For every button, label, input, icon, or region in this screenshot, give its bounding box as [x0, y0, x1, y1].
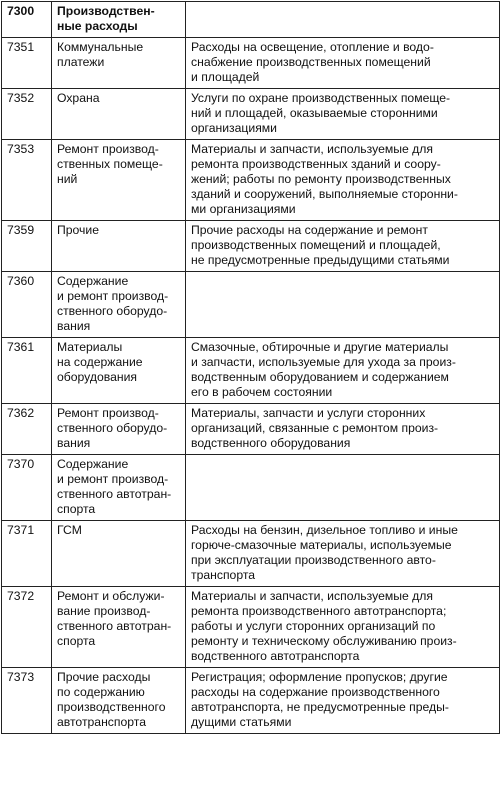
- row-code: 7361: [2, 338, 52, 404]
- table-row: [2, 404, 500, 455]
- row-name: Содержание и ремонт производ- ственного автотран- спорта: [52, 455, 186, 521]
- table-row: [2, 455, 500, 521]
- row-code: 7362: [2, 404, 52, 455]
- row-description: Материалы и запчасти, используемые для ремонта производственного автотранспорта; работы и услуги сторонних организаций по ремонту и техническому обслуживанию произ- водственного автотранспорта: [186, 587, 500, 668]
- table-row: [2, 521, 500, 587]
- row-description: Услуги по охране производственных помеще- ний и площадей, оказываемые сторонними организациями: [186, 89, 500, 140]
- header-code: 7300: [2, 2, 52, 38]
- row-description: [186, 455, 500, 521]
- row-name: Прочие расходы по содержанию производственного автотранспорта: [52, 668, 186, 734]
- row-description: Прочие расходы на содержание и ремонт производственных помещений и площадей, не предусмотренные предыдущими статьями: [186, 221, 500, 272]
- row-description: Материалы, запчасти и услуги сторонних организаций, связанные с ремонтом произ- водственного оборудования: [186, 404, 500, 455]
- row-code: 7372: [2, 587, 52, 668]
- table-row: [2, 338, 500, 404]
- row-description: Регистрация; оформление пропусков; другие расходы на содержание производственного автотранспорта, не предусмотренные преды- дущими статьями: [186, 668, 500, 734]
- header-description: [186, 2, 500, 38]
- row-name: Ремонт производ- ственных помеще- ний: [52, 140, 186, 221]
- row-code: 7371: [2, 521, 52, 587]
- table-row: [2, 38, 500, 89]
- row-code: 7351: [2, 38, 52, 89]
- table-row: [2, 272, 500, 338]
- row-description: Расходы на освещение, отопление и водо- снабжение производственных помещений и площадей: [186, 38, 500, 89]
- row-name: Содержание и ремонт производ- ственного оборудо- вания: [52, 272, 186, 338]
- row-description: Смазочные, обтирочные и другие материалы и запчасти, используемые для ухода за произ- водственным оборудованием и содержанием его в рабочем состоянии: [186, 338, 500, 404]
- accounts-table: [1, 1, 500, 734]
- table-row: [2, 140, 500, 221]
- row-name: ГСМ: [52, 521, 186, 587]
- row-name: Прочие: [52, 221, 186, 272]
- table-row: [2, 668, 500, 734]
- row-name: Коммунальные платежи: [52, 38, 186, 89]
- row-code: 7352: [2, 89, 52, 140]
- row-name: Материалы на содержание оборудования: [52, 338, 186, 404]
- row-description: Материалы и запчасти, используемые для ремонта производственных зданий и соору- жений; работы по ремонту производственных зданий и сооружений, выполняемые сторонни- ми организациями: [186, 140, 500, 221]
- row-description: Расходы на бензин, дизельное топливо и иные горюче-смазочные материалы, используемые при эксплуатации производственного авто- транспорта: [186, 521, 500, 587]
- row-description: [186, 272, 500, 338]
- row-code: 7353: [2, 140, 52, 221]
- table-header-row: [2, 2, 500, 38]
- row-code: 7360: [2, 272, 52, 338]
- row-code: 7359: [2, 221, 52, 272]
- accounts-table-body: [2, 2, 500, 734]
- header-name: Производствен- ные расходы: [52, 2, 186, 38]
- row-name: Ремонт производ- ственного оборудо- вания: [52, 404, 186, 455]
- row-name: Ремонт и обслужи- вание производ- ственного автотран- спорта: [52, 587, 186, 668]
- row-code: 7370: [2, 455, 52, 521]
- table-row: [2, 89, 500, 140]
- table-row: [2, 587, 500, 668]
- row-name: Охрана: [52, 89, 186, 140]
- table-row: [2, 221, 500, 272]
- row-code: 7373: [2, 668, 52, 734]
